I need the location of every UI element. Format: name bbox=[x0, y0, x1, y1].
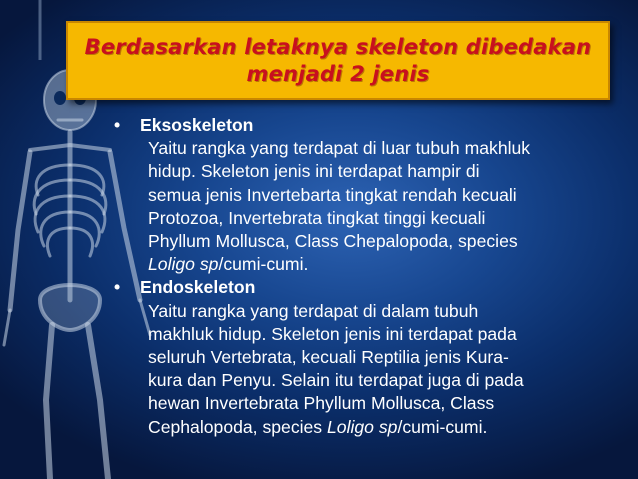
section-paragraph-endoskeleton bbox=[112, 300, 622, 439]
paragraph-line bbox=[148, 416, 622, 439]
species-suffix: /cumi-cumi. bbox=[397, 416, 488, 437]
bullet-icon: • bbox=[114, 115, 121, 135]
heading-text: Eksoskeleton bbox=[140, 115, 254, 135]
species-prefix: Cephalopoda, species bbox=[148, 416, 327, 437]
paragraph-line: seluruh Vertebrata, kecuali Reptilia jenis Kura- bbox=[148, 347, 509, 368]
heading-text: Endoskeleton bbox=[140, 277, 256, 298]
paragraph-line: hewan Invertebrata Phyllum Mollusca, Class bbox=[148, 393, 495, 414]
paragraph-line: kura dan Penyu. Selain itu terdapat juga di pada bbox=[148, 370, 524, 391]
section-paragraph-eksoskeleton bbox=[112, 137, 622, 276]
species-name: Loligo sp bbox=[148, 254, 219, 275]
section-heading-endoskeleton bbox=[112, 276, 622, 299]
paragraph-line bbox=[148, 253, 622, 276]
paragraph-line: Yaitu rangka yang terdapat di luar tubuh makhluk bbox=[148, 138, 531, 159]
title-banner bbox=[66, 21, 610, 100]
species-name: Loligo sp bbox=[327, 416, 398, 437]
paragraph-line: hidup. Skeleton jenis ini terdapat hampir di bbox=[148, 161, 480, 182]
paragraph-line: Phyllum Mollusca, Class Chepalopoda, species bbox=[148, 231, 518, 252]
content-body bbox=[112, 114, 622, 439]
paragraph-line: Protozoa, Invertebrata tingkat tinggi kecuali bbox=[148, 207, 486, 228]
paragraph-line: makhluk hidup. Skeleton jenis ini terdapat pada bbox=[148, 323, 517, 344]
section-heading-eksoskeleton bbox=[112, 114, 622, 137]
paragraph-line: semua jenis Invertebarta tingkat rendah kecuali bbox=[148, 184, 517, 205]
bullet-icon: • bbox=[114, 277, 121, 298]
title-line-2: menjadi 2 jenis bbox=[246, 61, 430, 86]
title-line-1: Berdasarkan letaknya skeleton dibedakan bbox=[84, 34, 592, 59]
paragraph-line: Yaitu rangka yang terdapat di dalam tubuh bbox=[148, 300, 479, 321]
species-suffix: /cumi-cumi. bbox=[218, 254, 309, 275]
